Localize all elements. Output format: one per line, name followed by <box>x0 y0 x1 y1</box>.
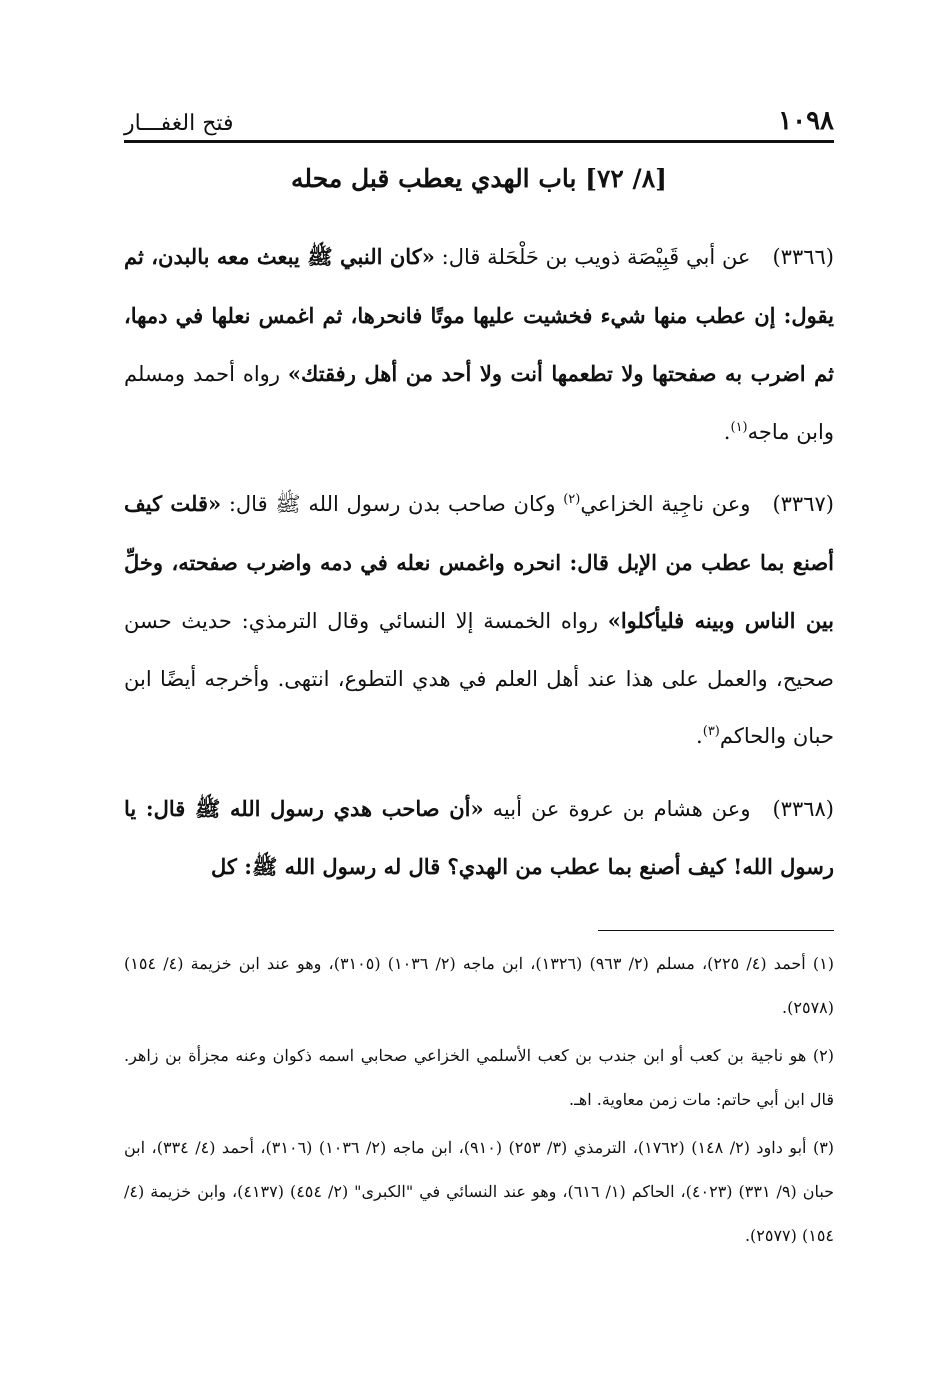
footnote-2: (٢) هو ناجية بن كعب أو ابن جندب بن كعب الأسلمي الخزاعي صحابي اسمه ذكوان وعنه مجزأة بن زاهر. قال ابن أبي حاتم: مات زمن معاوية. اهـ. <box>124 1046 834 1109</box>
hadith-3366 <box>124 228 834 461</box>
hadith-end: . <box>723 419 731 444</box>
footnote-1: (١) أحمد (٤/ ٢٢٥)، مسلم (٢/ ٩٦٣) (١٣٢٦)، ابن ماجه (٢/ ١٠٣٦) (٣١٠٥)، وهو عند ابن خزيمة (٤/ ١٥٤) (٢٥٧٨). <box>124 954 834 1017</box>
hadith-end: . <box>696 724 703 748</box>
hadith-quote: «أن صاحب هدي رسول الله ﷺ قال: يا رسول الله! كيف أصنع بما عطب من الهدي؟ قال له رسول الله ﷺ: كل <box>124 795 834 879</box>
book-title: فتح الغفـــار <box>124 111 234 136</box>
hadith-quote: «كان النبي ﷺ يبعث معه بالبدن، ثم يقول: إن عطب منها شيء فخشيت عليها موتًا فانحرها، ثم اغمس نعلها في دمها، ثم اضرب به صفحتها ولا تطعمها أنت ولا أحد من أهل رفقتك» <box>124 244 834 386</box>
footnote-3: (٣) أبو داود (٢/ ١٤٨) (١٧٦٢)، الترمذي (٣/ ٢٥٣) (٩١٠)، ابن ماجه (٢/ ١٠٣٦) (٣١٠٦)، أحمد (٤/ ٣٣٤)، ابن حبان (٩/ ٣٣١) (٤٠٢٣)، الحاكم (١/ ٦١٦)، وهو عند النسائي في "الكبرى" (٢/ ٤٥٤) (٤١٣٧)، وابن خزيمة (٤/ ١٥٤) (٢٥٧٧). <box>124 1138 835 1245</box>
hadith-quote: «قلت كيف أصنع بما عطب من الإبل قال: انحره واغمس نعله في دمه واضرب صفحته، وخلِّ بين الناس وبينه فليأكلوا» <box>124 491 834 633</box>
hadith-number: (٣٣٦٨) <box>772 796 834 821</box>
hadith-3368 <box>124 780 834 897</box>
footnote-ref: (٣) <box>702 724 720 739</box>
hadith-intro: وعن ناجِية الخزاعي <box>580 492 751 516</box>
hadith-source: رواه الخمسة إلا النسائي وقال الترمذي: حديث حسن صحيح، والعمل على هذا عند أهل العلم في هدي التطوع، انتهى. وأخرجه أيضًا ابن حبان والحاكم <box>124 609 834 748</box>
footnote-ref: (٢) <box>563 492 581 507</box>
hadith-intro: وعن هشام بن عروة عن أبيه <box>483 796 751 821</box>
page-header <box>124 96 834 143</box>
chapter-title: [٨/ ٧٢] باب الهدي يعطب قبل محله <box>291 164 667 193</box>
footnote-separator <box>598 930 834 931</box>
hadith-3367 <box>124 475 834 766</box>
hadith-intro: عن أبي قَبِيْصَة ذويب بن حَلْحَلة قال: <box>434 245 751 269</box>
hadith-number: (٣٣٦٦) <box>772 245 834 269</box>
main-text <box>124 228 834 911</box>
hadith-source: رواه أحمد ومسلم وابن ماجه <box>124 362 834 444</box>
hadith-intro-cont: وكان صاحب بدن رسول الله ﷺ قال: <box>221 492 564 516</box>
footnotes <box>124 942 834 1262</box>
hadith-number: (٣٣٦٧) <box>772 492 834 516</box>
footnote-ref: (١) <box>730 419 748 435</box>
page-number: ١٠٩٨ <box>778 106 834 136</box>
